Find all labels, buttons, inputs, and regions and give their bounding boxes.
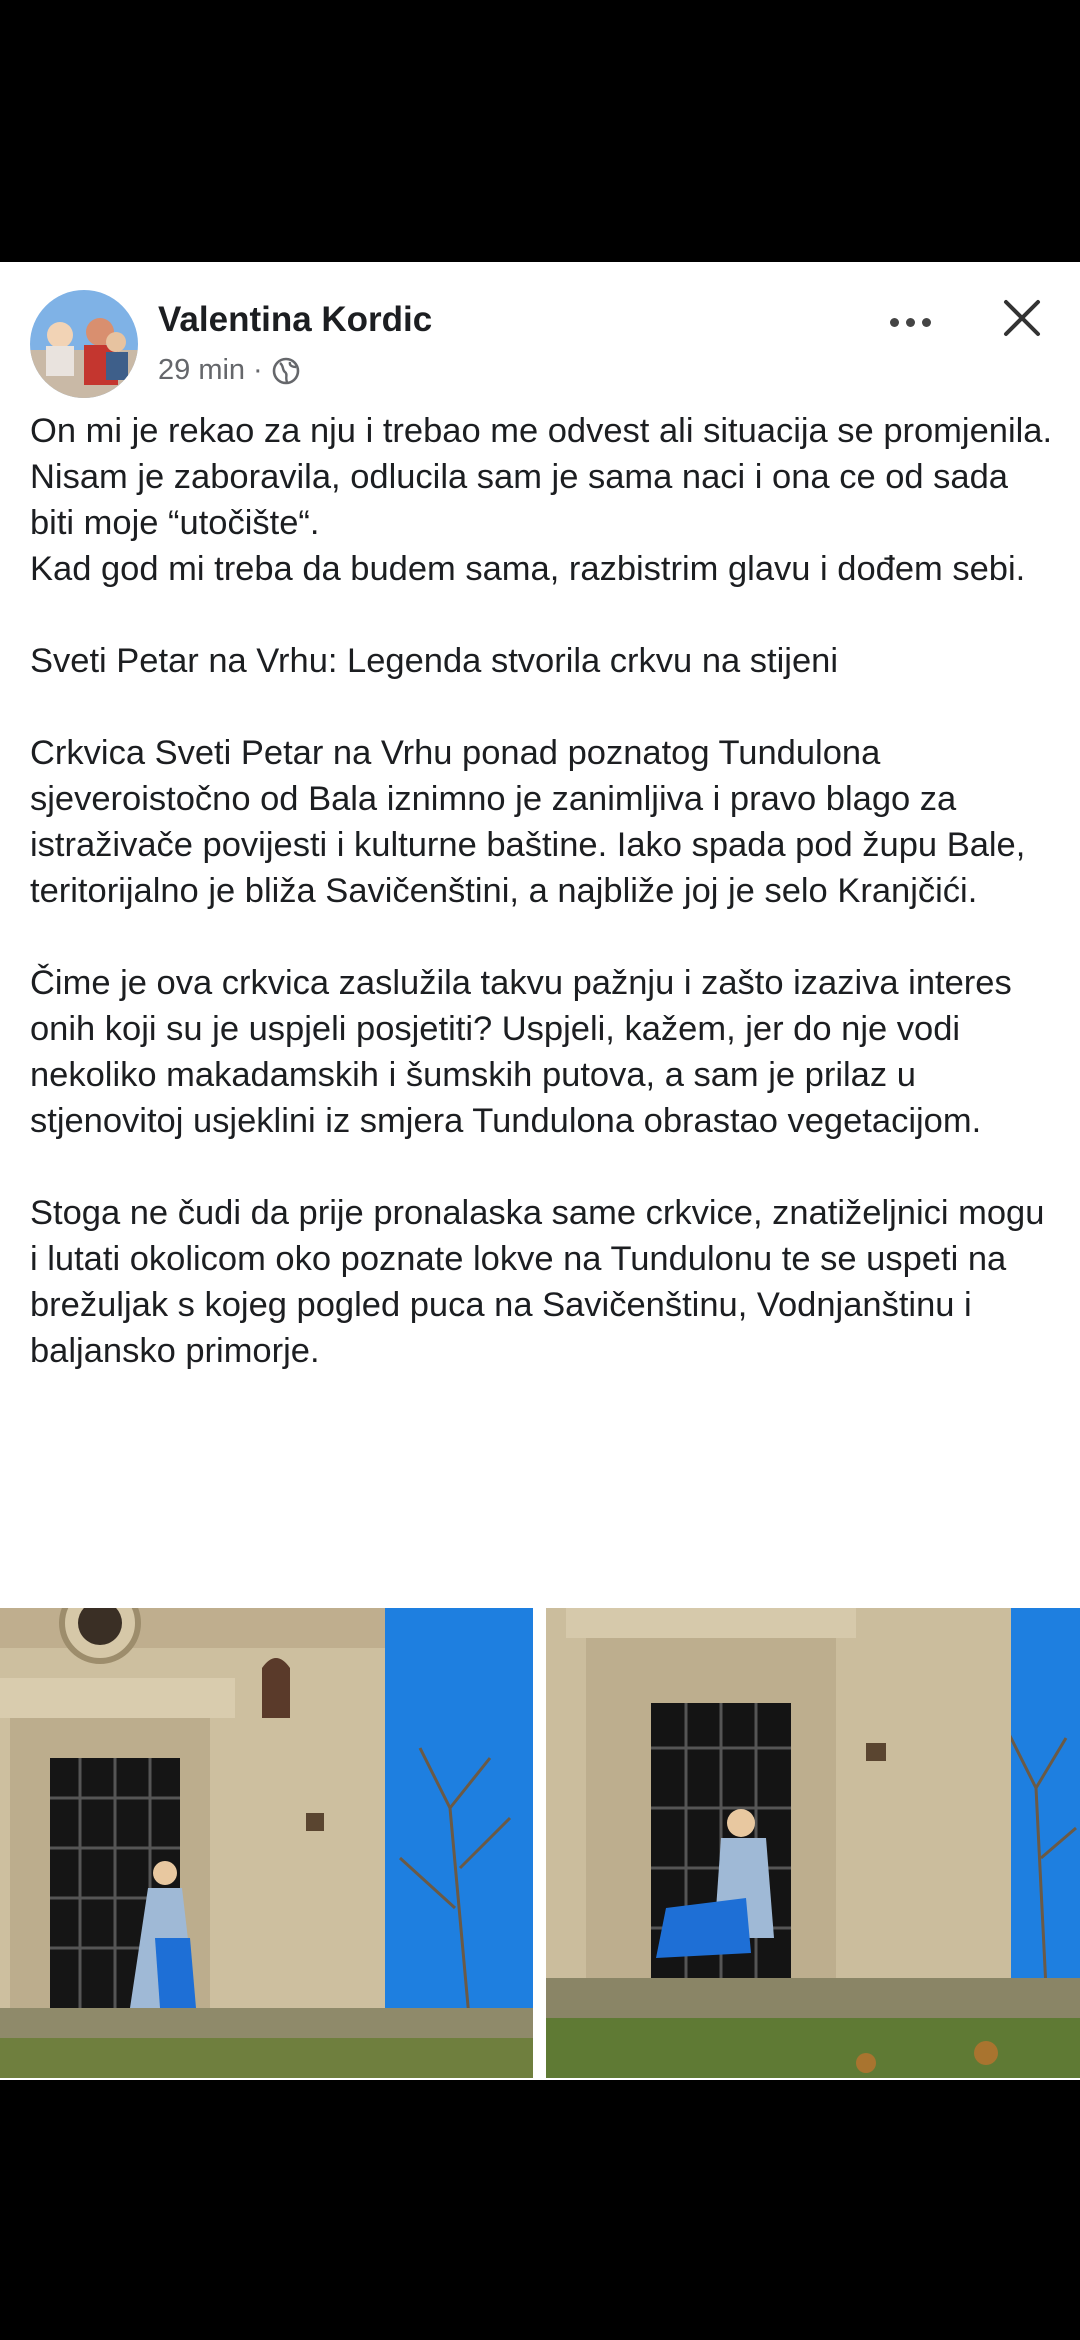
- post-photo-2[interactable]: [546, 1608, 1080, 2078]
- close-icon[interactable]: [994, 290, 1050, 346]
- post-text: [30, 408, 1060, 1374]
- paragraph-gap: [30, 592, 1060, 638]
- author-name[interactable]: Valentina Kordic: [158, 300, 433, 339]
- paragraph-gap: [30, 684, 1060, 730]
- post-paragraph: Sveti Petar na Vrhu: Legenda stvorila crkvu na stijeni: [30, 642, 838, 680]
- post-paragraph: Stoga ne čudi da prije pronalaska same crkvice, znatiželjnici mogu i lutati okolicom oko poznate lokve na Tundulonu te se uspeti na brežuljak s kojeg pogled puca na Savičenštinu, Vodnjanštinu i baljansko primorje.: [30, 1194, 1045, 1370]
- more-options-icon[interactable]: [880, 302, 940, 342]
- meta-separator: ·: [253, 354, 263, 386]
- post-paragraph: Kad god mi treba da budem sama, razbistrim glavu i dođem sebi.: [30, 550, 1026, 588]
- paragraph-gap: [30, 914, 1060, 960]
- post-photo-1[interactable]: [0, 1608, 533, 2078]
- avatar[interactable]: [30, 290, 138, 398]
- post-time[interactable]: 29 min: [158, 354, 246, 386]
- post-paragraph: Crkvica Sveti Petar na Vrhu ponad poznatog Tundulona sjeveroistočno od Bala iznimno je zanimljiva i pravo blago za istraživače povijesti i kulturne baštine. Iako spada pod župu Bale, teritorijalno je bliža Savičenštini, a najbliže joj je selo Kranjčići.: [30, 734, 1026, 910]
- bottom-area: [0, 2080, 1080, 2340]
- post-paragraph: On mi je rekao za nju i trebao me odvest ali situacija se promjenila.: [30, 412, 1053, 450]
- top-status-area: [0, 0, 1080, 262]
- globe-icon: [271, 356, 301, 386]
- post-card: [0, 262, 1080, 2080]
- post-paragraph: Čime je ova crkvica zaslužila takvu pažnju i zašto izaziva interes onih koji su je uspjeli posjetiti? Uspjeli, kažem, jer do nje vodi nekoliko makadamskih i šumskih putova, a sam je prilaz u stjenovitoj usjeklini iz smjera Tundulona obrastao vegetacijom.: [30, 964, 1012, 1140]
- post-paragraph: Nisam je zaboravila, odlucila sam je sama naci i ona ce od sada biti moje “utočište“.: [30, 458, 1008, 542]
- post-meta: [158, 354, 301, 387]
- paragraph-gap: [30, 1144, 1060, 1190]
